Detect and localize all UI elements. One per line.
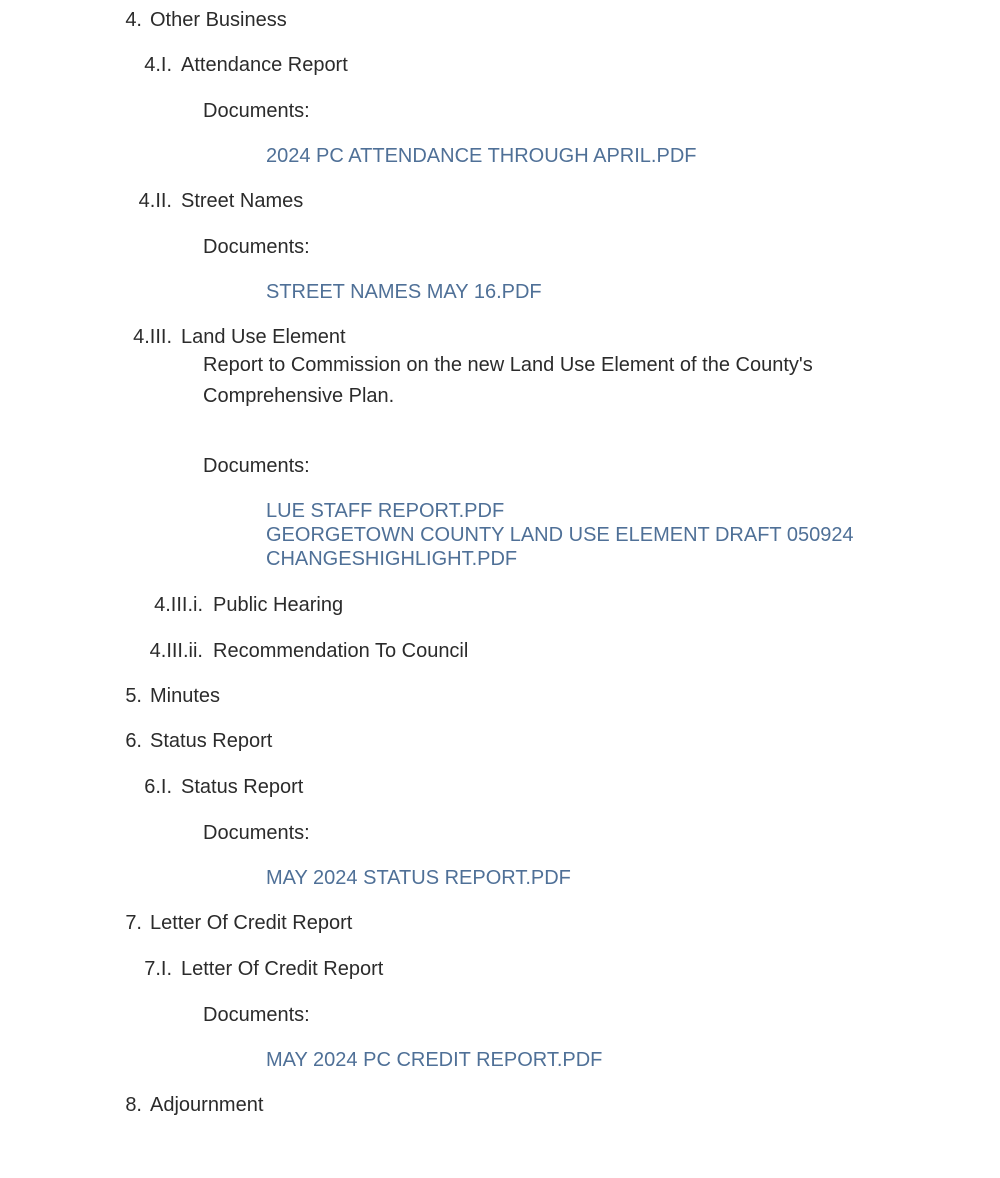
agenda-item-title: Minutes bbox=[150, 685, 221, 707]
agenda-item-title: Status Report bbox=[150, 730, 273, 752]
document-link[interactable]: STREET NAMES MAY 16.PDF bbox=[266, 281, 542, 303]
item-number: 4.I. bbox=[144, 54, 172, 76]
agenda-item-title: Other Business bbox=[150, 9, 287, 31]
documents-label: Documents: bbox=[203, 236, 310, 258]
document-link[interactable]: LUE STAFF REPORT.PDF bbox=[266, 500, 505, 522]
item-number: 4. bbox=[125, 9, 142, 31]
agenda-item-title: Attendance Report bbox=[181, 54, 348, 76]
agenda-item-description: Report to Commission on the new Land Use Element of the County's bbox=[203, 354, 813, 376]
documents-label: Documents: bbox=[203, 100, 310, 122]
item-number: 6. bbox=[125, 730, 142, 752]
documents-label: Documents: bbox=[203, 1004, 310, 1026]
item-number: 4.III.ii. bbox=[149, 640, 203, 662]
item-number: 4.III.i. bbox=[154, 594, 203, 616]
documents-label: Documents: bbox=[203, 455, 310, 477]
agenda-item-title: Public Hearing bbox=[213, 594, 344, 616]
item-number: 8. bbox=[125, 1094, 142, 1116]
agenda-item-title: Letter Of Credit Report bbox=[150, 912, 353, 934]
document-link[interactable]: GEORGETOWN COUNTY LAND USE ELEMENT DRAFT 050924 bbox=[266, 524, 854, 546]
agenda-item-title: Letter Of Credit Report bbox=[181, 958, 384, 980]
item-number: 5. bbox=[125, 685, 142, 707]
agenda-item-title: Status Report bbox=[181, 776, 304, 798]
agenda-item-title: Land Use Element bbox=[181, 326, 346, 348]
agenda-item-description: Comprehensive Plan. bbox=[203, 385, 395, 407]
item-number: 4.II. bbox=[138, 190, 172, 212]
documents-label: Documents: bbox=[203, 822, 310, 844]
item-number: 7. bbox=[125, 912, 142, 934]
document-link[interactable]: 2024 PC ATTENDANCE THROUGH APRIL.PDF bbox=[266, 145, 697, 167]
item-number: 7.I. bbox=[144, 958, 172, 980]
item-number: 6.I. bbox=[144, 776, 172, 798]
document-link[interactable]: CHANGESHIGHLIGHT.PDF bbox=[266, 548, 518, 570]
agenda-item-title: Recommendation To Council bbox=[213, 640, 469, 662]
document-link[interactable]: MAY 2024 STATUS REPORT.PDF bbox=[266, 867, 571, 889]
agenda-item-title: Adjournment bbox=[150, 1094, 264, 1116]
item-number: 4.III. bbox=[133, 326, 172, 348]
document-link[interactable]: MAY 2024 PC CREDIT REPORT.PDF bbox=[266, 1049, 603, 1071]
agenda-item-title: Street Names bbox=[181, 190, 304, 212]
